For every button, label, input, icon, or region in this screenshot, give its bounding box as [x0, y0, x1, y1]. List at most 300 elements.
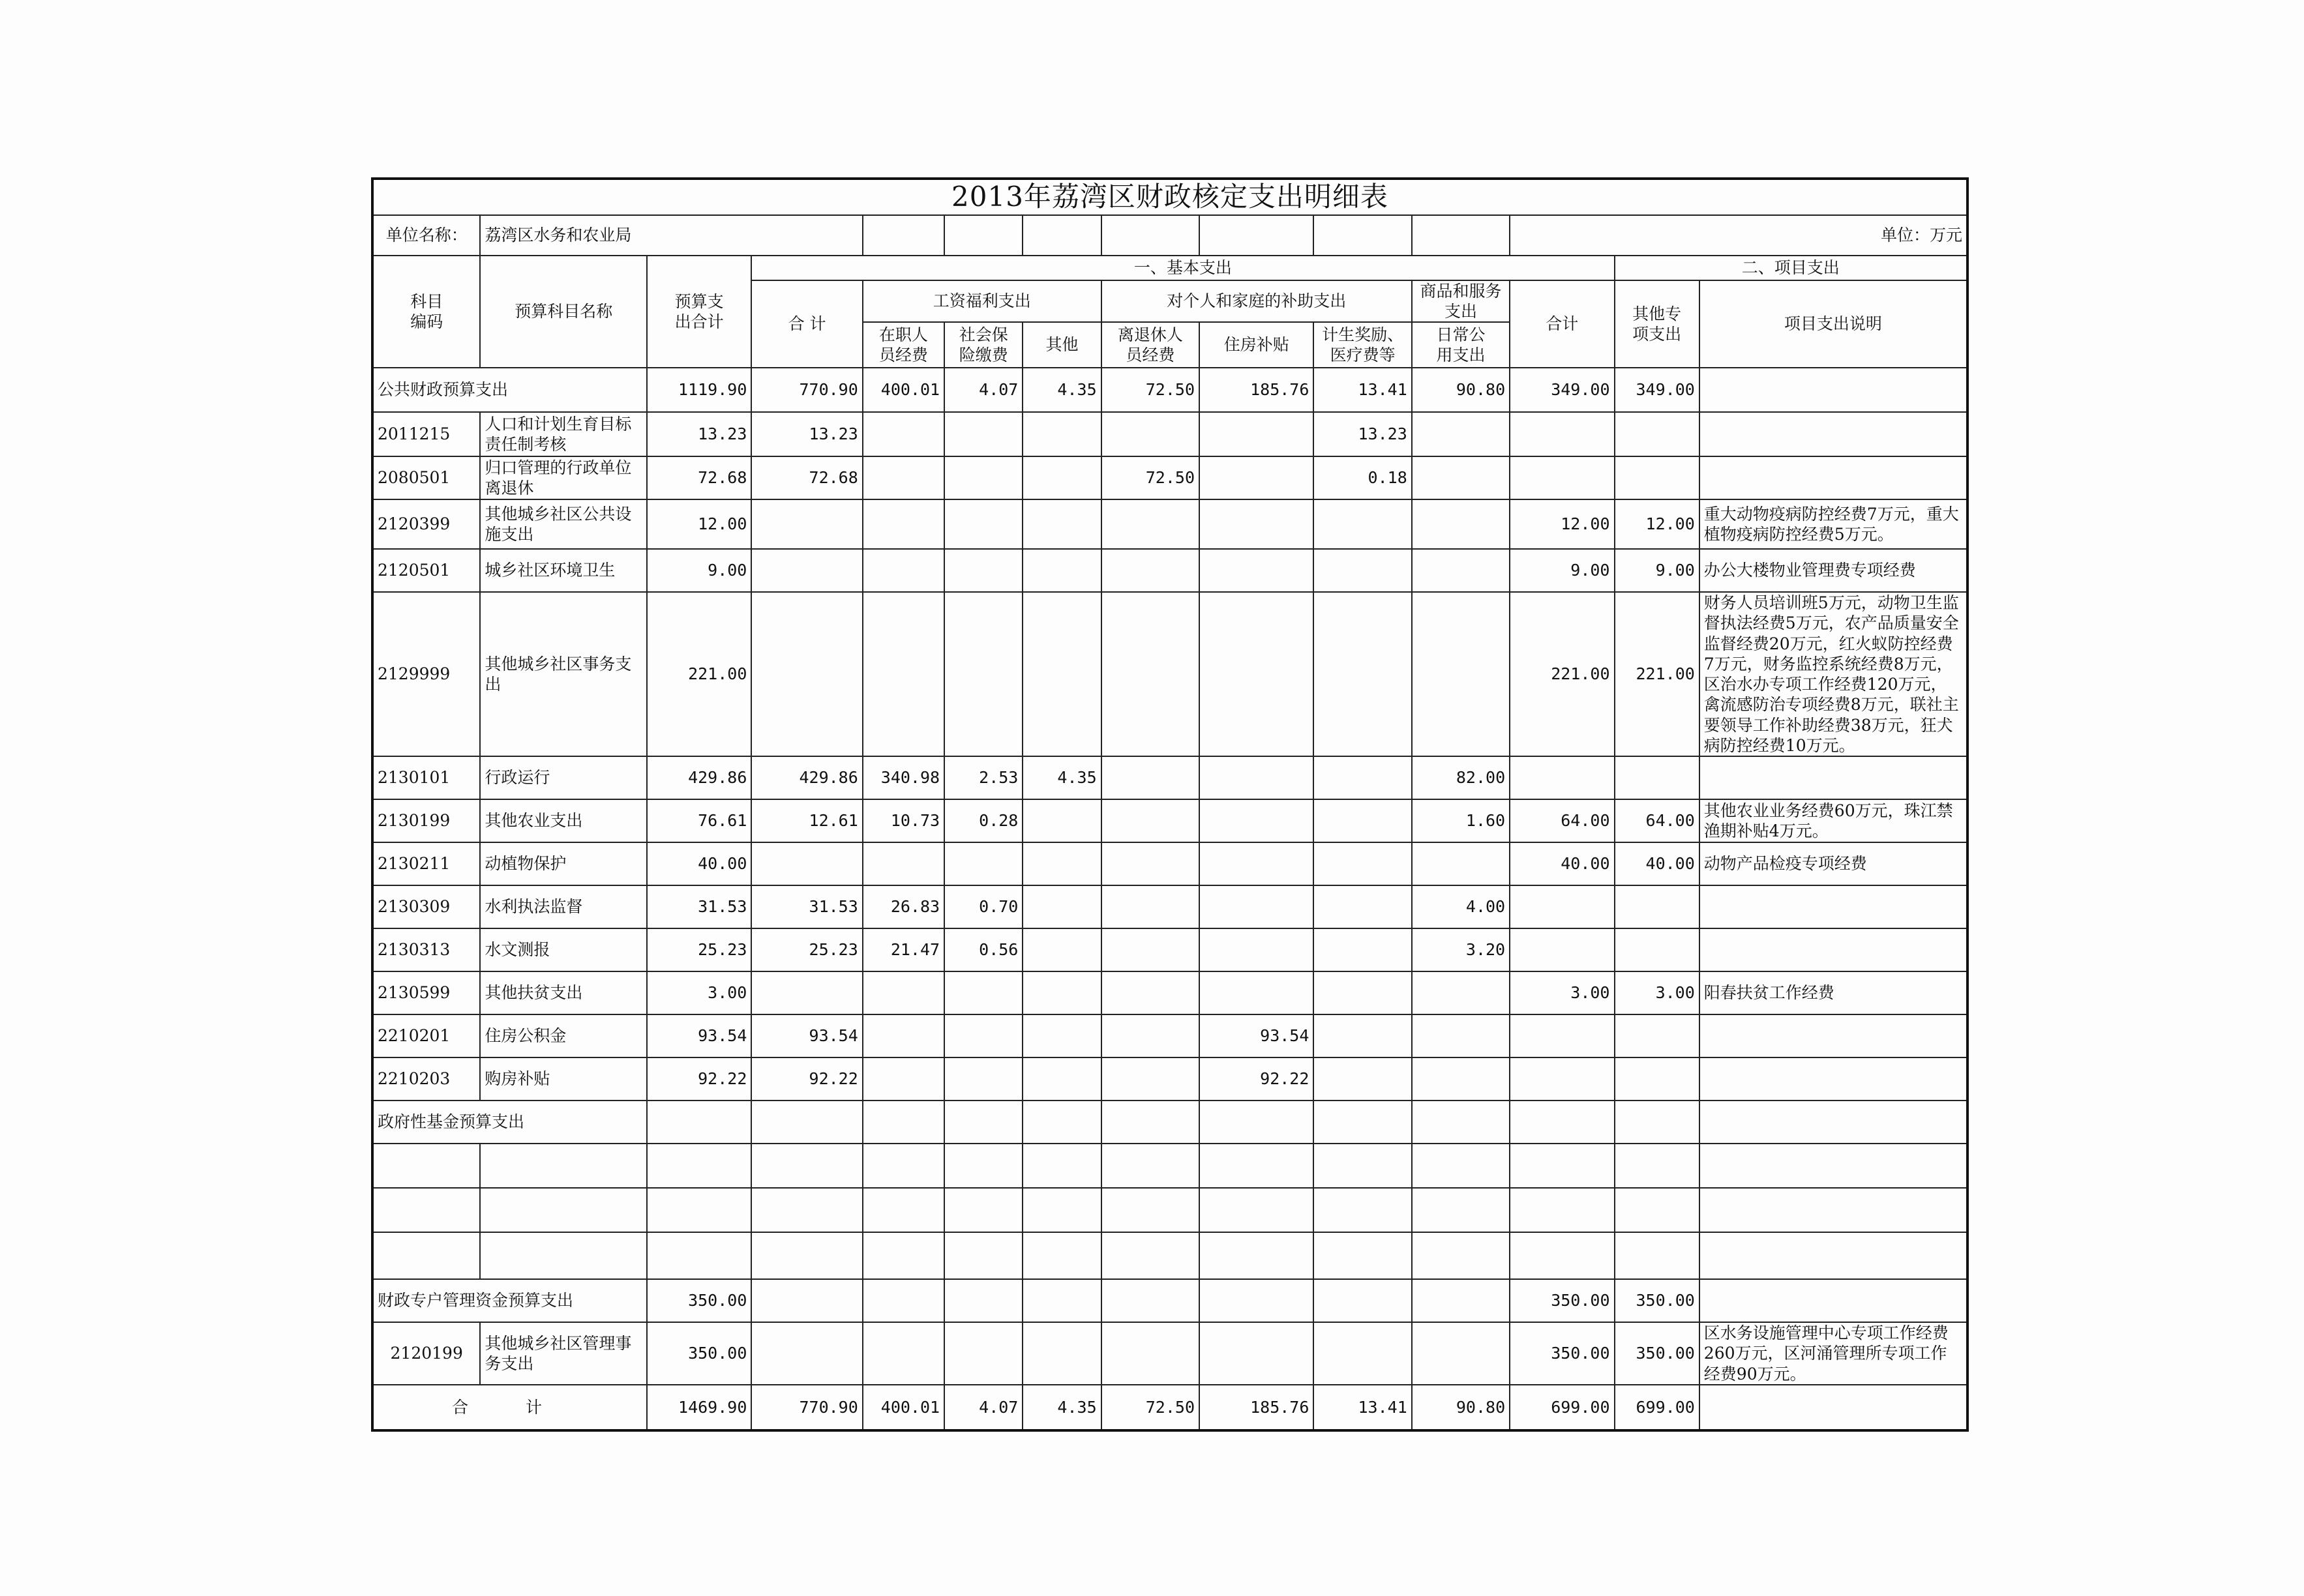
header-proj-desc: 项目支出说明 — [1699, 280, 1967, 368]
amount-cell — [1023, 971, 1101, 1014]
amount-cell — [1023, 928, 1101, 971]
subject-code: 2120199 — [372, 1322, 480, 1385]
subject-name: 归口管理的行政单位离退休 — [480, 456, 647, 499]
amount-cell: 92.22 — [1199, 1057, 1313, 1101]
amount-cell — [863, 592, 944, 756]
amount-cell — [1023, 1014, 1101, 1057]
amount-cell — [1313, 1014, 1411, 1057]
amount-cell: 4.07 — [944, 368, 1023, 412]
empty-cell — [1023, 1232, 1101, 1279]
amount-cell — [1412, 1014, 1510, 1057]
header-salary-other: 其他 — [1023, 322, 1101, 368]
project-description — [1699, 456, 1967, 499]
blank-row — [372, 1144, 1967, 1188]
amount-cell — [944, 1014, 1023, 1057]
amount-cell: 72.50 — [1101, 456, 1199, 499]
section-label: 公共财政预算支出 — [372, 368, 647, 412]
amount-cell: 0.18 — [1313, 456, 1411, 499]
amount-cell — [1199, 549, 1313, 592]
amount-cell — [1023, 799, 1101, 842]
amount-cell — [1199, 1279, 1313, 1322]
amount-cell — [1510, 412, 1614, 456]
empty-cell — [1199, 1232, 1313, 1279]
amount-cell — [1313, 1057, 1411, 1101]
amount-cell — [944, 592, 1023, 756]
amount-cell — [1199, 928, 1313, 971]
empty-cell — [863, 1144, 944, 1188]
empty-cell — [647, 1144, 751, 1188]
subject-name: 其他农业支出 — [480, 799, 647, 842]
empty-cell — [1101, 1232, 1199, 1279]
project-description — [1699, 1279, 1967, 1322]
amount-cell — [1101, 549, 1199, 592]
amount-cell: 26.83 — [863, 885, 944, 928]
subject-code: 2011215 — [372, 412, 480, 456]
amount-cell — [1615, 412, 1699, 456]
subject-name: 其他城乡社区事务支出 — [480, 592, 647, 756]
amount-cell: 2.53 — [944, 756, 1023, 799]
empty-cell — [1699, 1188, 1967, 1232]
amount-cell: 429.86 — [647, 756, 751, 799]
amount-cell — [1023, 885, 1101, 928]
amount-cell: 25.23 — [751, 928, 862, 971]
amount-cell: 13.23 — [1313, 412, 1411, 456]
project-description — [1699, 885, 1967, 928]
amount-cell — [944, 842, 1023, 885]
table-row — [372, 549, 1967, 592]
empty-cell — [1313, 1188, 1411, 1232]
amount-cell — [1199, 799, 1313, 842]
amount-cell: 349.00 — [1615, 368, 1699, 412]
amount-cell: 72.68 — [647, 456, 751, 499]
empty-cell — [1699, 1232, 1967, 1279]
amount-cell — [1412, 1279, 1510, 1322]
amount-cell — [1101, 756, 1199, 799]
header-proj-total: 合计 — [1510, 280, 1614, 368]
amount-cell — [944, 456, 1023, 499]
empty-cell — [372, 1144, 480, 1188]
amount-cell: 1.60 — [1412, 799, 1510, 842]
section-row — [372, 1279, 1967, 1322]
amount-cell: 64.00 — [1510, 799, 1614, 842]
amount-cell — [944, 499, 1023, 549]
amount-cell: 93.54 — [647, 1014, 751, 1057]
amount-cell: 82.00 — [1412, 756, 1510, 799]
amount-cell — [1023, 412, 1101, 456]
amount-cell: 13.41 — [1313, 368, 1411, 412]
amount-cell — [1101, 499, 1199, 549]
amount-cell — [863, 971, 944, 1014]
amount-cell: 31.53 — [751, 885, 862, 928]
section-row — [372, 1101, 1967, 1144]
table-row — [372, 499, 1967, 549]
amount-cell: 699.00 — [1510, 1385, 1614, 1430]
subject-code: 2129999 — [372, 592, 480, 756]
amount-cell: 4.07 — [944, 1385, 1023, 1430]
empty-cell — [1510, 1101, 1614, 1144]
amount-cell: 90.80 — [1412, 1385, 1510, 1430]
amount-cell — [1199, 499, 1313, 549]
amount-cell — [1313, 756, 1411, 799]
empty-cell — [480, 1144, 647, 1188]
amount-cell: 3.00 — [647, 971, 751, 1014]
header-housing: 住房补贴 — [1199, 322, 1313, 368]
subject-name: 其他城乡社区管理事务支出 — [480, 1322, 647, 1385]
amount-cell — [1199, 1322, 1313, 1385]
amount-cell: 90.80 — [1412, 368, 1510, 412]
project-description: 阳春扶贫工作经费 — [1699, 971, 1967, 1014]
table-row — [372, 1014, 1967, 1057]
amount-cell: 350.00 — [1615, 1279, 1699, 1322]
amount-cell — [1313, 549, 1411, 592]
amount-cell: 12.61 — [751, 799, 862, 842]
header-subsidy: 对个人和家庭的补助支出 — [1101, 280, 1412, 323]
empty-cell — [751, 1188, 862, 1232]
table-row — [372, 456, 1967, 499]
amount-cell: 0.56 — [944, 928, 1023, 971]
unit-label: 单位：万元 — [1510, 215, 1967, 256]
table-row — [372, 885, 1967, 928]
subject-code: 2120399 — [372, 499, 480, 549]
amount-cell — [1023, 1279, 1101, 1322]
empty-cell — [1412, 1144, 1510, 1188]
amount-cell: 31.53 — [647, 885, 751, 928]
amount-cell: 72.50 — [1101, 368, 1199, 412]
amount-cell — [1199, 756, 1313, 799]
blank-row — [372, 1188, 1967, 1232]
empty-cell — [863, 1188, 944, 1232]
amount-cell: 350.00 — [1510, 1322, 1614, 1385]
empty-cell — [647, 1101, 751, 1144]
empty-cell — [1412, 1232, 1510, 1279]
amount-cell — [1313, 592, 1411, 756]
amount-cell — [751, 842, 862, 885]
header-daily: 日常公 用支出 — [1412, 322, 1510, 368]
amount-cell: 25.23 — [647, 928, 751, 971]
amount-cell — [1101, 799, 1199, 842]
project-description: 动物产品检疫专项经费 — [1699, 842, 1967, 885]
empty-cell — [372, 1188, 480, 1232]
table-row — [372, 971, 1967, 1014]
amount-cell — [1313, 885, 1411, 928]
amount-cell: 13.41 — [1313, 1385, 1411, 1430]
amount-cell: 72.68 — [751, 456, 862, 499]
table-row — [372, 412, 1967, 456]
project-description — [1699, 368, 1967, 412]
amount-cell — [863, 499, 944, 549]
empty-cell — [1023, 1144, 1101, 1188]
expenditure-detail-table — [371, 177, 1969, 1432]
amount-cell — [1313, 971, 1411, 1014]
amount-cell — [1412, 412, 1510, 456]
empty-cell — [944, 1144, 1023, 1188]
header-basic-total: 合 计 — [751, 280, 862, 368]
amount-cell: 4.00 — [1412, 885, 1510, 928]
empty-cell — [1615, 1232, 1699, 1279]
amount-cell — [1199, 971, 1313, 1014]
unit-name: 荔湾区水务和农业局 — [480, 215, 862, 256]
total-label: 合 计 — [372, 1385, 647, 1430]
amount-cell — [1615, 756, 1699, 799]
amount-cell — [1023, 499, 1101, 549]
amount-cell — [1615, 885, 1699, 928]
empty-cell — [1023, 1101, 1101, 1144]
amount-cell — [1412, 1057, 1510, 1101]
empty-cell — [751, 1232, 862, 1279]
header-name: 预算科目名称 — [480, 256, 647, 368]
subject-name: 其他扶贫支出 — [480, 971, 647, 1014]
amount-cell — [863, 1279, 944, 1322]
amount-cell — [751, 549, 862, 592]
header-retiree: 离退休人 员经费 — [1101, 322, 1199, 368]
amount-cell: 76.61 — [647, 799, 751, 842]
project-description — [1699, 1057, 1967, 1101]
amount-cell — [1412, 549, 1510, 592]
empty-cell — [1615, 1101, 1699, 1144]
amount-cell — [1023, 549, 1101, 592]
empty-cell — [1510, 1232, 1614, 1279]
amount-cell: 770.90 — [751, 368, 862, 412]
empty-cell — [1313, 1101, 1411, 1144]
project-description: 其他农业业务经费60万元，珠江禁渔期补贴4万元。 — [1699, 799, 1967, 842]
empty-cell — [480, 1188, 647, 1232]
subject-code: 2130309 — [372, 885, 480, 928]
amount-cell: 40.00 — [1510, 842, 1614, 885]
empty-cell — [944, 1101, 1023, 1144]
amount-cell: 10.73 — [863, 799, 944, 842]
amount-cell — [1510, 456, 1614, 499]
amount-cell — [1615, 456, 1699, 499]
project-description: 财务人员培训班5万元，动物卫生监督执法经费5万元，农产品质量安全监督经费20万元，红火蚁防控经费7万元，财务监控系统经费8万元，区治水办专项工作经费120万元，禽流感防治专项经费8万元，联社主要领导工作补助经费38万元，狂犬病防控经费10万元。 — [1699, 592, 1967, 756]
amount-cell: 93.54 — [1199, 1014, 1313, 1057]
amount-cell: 72.50 — [1101, 1385, 1199, 1430]
amount-cell — [1023, 456, 1101, 499]
project-description — [1699, 1385, 1967, 1430]
table-row — [372, 1322, 1967, 1385]
amount-cell: 12.00 — [647, 499, 751, 549]
section-label: 政府性基金预算支出 — [372, 1101, 647, 1144]
project-description — [1699, 928, 1967, 971]
amount-cell — [1412, 971, 1510, 1014]
amount-cell — [1313, 499, 1411, 549]
subject-code: 2130199 — [372, 799, 480, 842]
amount-cell: 13.23 — [647, 412, 751, 456]
amount-cell: 92.22 — [647, 1057, 751, 1101]
amount-cell: 4.35 — [1023, 368, 1101, 412]
subject-name: 水利执法监督 — [480, 885, 647, 928]
table-row — [372, 756, 1967, 799]
amount-cell — [944, 412, 1023, 456]
amount-cell: 12.00 — [1615, 499, 1699, 549]
amount-cell: 221.00 — [1510, 592, 1614, 756]
empty-cell — [1412, 1188, 1510, 1232]
empty-cell — [944, 1188, 1023, 1232]
empty-cell — [1199, 1188, 1313, 1232]
amount-cell: 40.00 — [1615, 842, 1699, 885]
amount-cell — [751, 971, 862, 1014]
empty-cell — [863, 1232, 944, 1279]
empty-cell — [944, 1232, 1023, 1279]
amount-cell — [1412, 499, 1510, 549]
amount-cell — [1101, 412, 1199, 456]
project-description — [1699, 1014, 1967, 1057]
amount-cell — [751, 592, 862, 756]
subject-code: 2080501 — [372, 456, 480, 499]
header-proj-other: 其他专 项支出 — [1615, 280, 1699, 368]
amount-cell — [1412, 456, 1510, 499]
empty-cell — [1023, 1188, 1101, 1232]
amount-cell — [944, 1057, 1023, 1101]
amount-cell — [1313, 928, 1411, 971]
amount-cell — [1615, 928, 1699, 971]
project-description: 办公大楼物业管理费专项经费 — [1699, 549, 1967, 592]
amount-cell: 429.86 — [751, 756, 862, 799]
table-row — [372, 592, 1967, 756]
subject-name: 购房补贴 — [480, 1057, 647, 1101]
subject-name: 住房公积金 — [480, 1014, 647, 1057]
header-salary-staff: 在职人 员经费 — [863, 322, 944, 368]
amount-cell — [1023, 1057, 1101, 1101]
amount-cell: 350.00 — [647, 1322, 751, 1385]
empty-cell — [1510, 1144, 1614, 1188]
table-row — [372, 928, 1967, 971]
subject-code: 2120501 — [372, 549, 480, 592]
empty-cell — [751, 1144, 862, 1188]
amount-cell: 185.76 — [1199, 368, 1313, 412]
amount-cell: 0.70 — [944, 885, 1023, 928]
amount-cell: 92.22 — [751, 1057, 862, 1101]
amount-cell: 13.23 — [751, 412, 862, 456]
amount-cell: 9.00 — [647, 549, 751, 592]
amount-cell — [1510, 1057, 1614, 1101]
project-description — [1699, 412, 1967, 456]
amount-cell: 9.00 — [1510, 549, 1614, 592]
amount-cell — [1313, 1322, 1411, 1385]
total-row — [372, 1385, 1967, 1430]
amount-cell — [944, 1322, 1023, 1385]
amount-cell — [863, 1014, 944, 1057]
amount-cell: 221.00 — [1615, 592, 1699, 756]
amount-cell: 350.00 — [1615, 1322, 1699, 1385]
amount-cell — [1412, 1322, 1510, 1385]
empty-cell — [647, 1188, 751, 1232]
amount-cell: 12.00 — [1510, 499, 1614, 549]
amount-cell — [1023, 592, 1101, 756]
amount-cell — [1101, 1057, 1199, 1101]
amount-cell: 93.54 — [751, 1014, 862, 1057]
subject-name: 人口和计划生育目标责任制考核 — [480, 412, 647, 456]
amount-cell — [1101, 928, 1199, 971]
header-budget-total: 预算支 出合计 — [647, 256, 751, 368]
empty-cell — [1412, 1101, 1510, 1144]
header-salary: 工资福利支出 — [863, 280, 1101, 323]
amount-cell — [1510, 928, 1614, 971]
subject-code: 2210201 — [372, 1014, 480, 1057]
subject-code: 2210203 — [372, 1057, 480, 1101]
empty-cell — [1510, 1188, 1614, 1232]
amount-cell — [1101, 1279, 1199, 1322]
amount-cell — [1510, 756, 1614, 799]
empty-cell — [1615, 1188, 1699, 1232]
amount-cell: 770.90 — [751, 1385, 862, 1430]
amount-cell — [1023, 842, 1101, 885]
amount-cell — [751, 499, 862, 549]
amount-cell — [1313, 799, 1411, 842]
amount-cell — [1023, 1322, 1101, 1385]
header-basic: 一、基本支出 — [751, 256, 1614, 280]
subject-name: 其他城乡社区公共设施支出 — [480, 499, 647, 549]
amount-cell: 9.00 — [1615, 549, 1699, 592]
amount-cell — [751, 1322, 862, 1385]
subject-code: 2130313 — [372, 928, 480, 971]
amount-cell: 3.20 — [1412, 928, 1510, 971]
amount-cell — [863, 549, 944, 592]
amount-cell — [1510, 1014, 1614, 1057]
project-description: 区水务设施管理中心专项工作经费260万元，区河涌管理所专项工作经费90万元。 — [1699, 1322, 1967, 1385]
amount-cell: 400.01 — [863, 1385, 944, 1430]
amount-cell — [863, 1322, 944, 1385]
amount-cell — [944, 1279, 1023, 1322]
empty-cell — [1101, 1188, 1199, 1232]
subject-code: 2130101 — [372, 756, 480, 799]
header-goods: 商品和服务 支出 — [1412, 280, 1510, 323]
amount-cell — [1101, 592, 1199, 756]
table-title: 2013年荔湾区财政核定支出明细表 — [372, 179, 1967, 215]
amount-cell — [1615, 1014, 1699, 1057]
empty-cell — [1313, 1144, 1411, 1188]
amount-cell — [1313, 842, 1411, 885]
amount-cell — [1199, 592, 1313, 756]
amount-cell — [944, 549, 1023, 592]
amount-cell: 4.35 — [1023, 1385, 1101, 1430]
amount-cell: 350.00 — [647, 1279, 751, 1322]
amount-cell — [1199, 885, 1313, 928]
section-label: 财政专户管理资金预算支出 — [372, 1279, 647, 1322]
empty-cell — [1199, 1144, 1313, 1188]
amount-cell: 4.35 — [1023, 756, 1101, 799]
empty-cell — [1101, 1144, 1199, 1188]
amount-cell — [751, 1279, 862, 1322]
amount-cell: 349.00 — [1510, 368, 1614, 412]
amount-cell — [863, 412, 944, 456]
amount-cell — [1101, 842, 1199, 885]
blank-row — [372, 1232, 1967, 1279]
header-family-plan: 计生奖励、 医疗费等 — [1313, 322, 1411, 368]
amount-cell — [863, 456, 944, 499]
project-description — [1699, 756, 1967, 799]
amount-cell: 40.00 — [647, 842, 751, 885]
amount-cell: 185.76 — [1199, 1385, 1313, 1430]
amount-cell: 64.00 — [1615, 799, 1699, 842]
subject-name: 行政运行 — [480, 756, 647, 799]
table-row — [372, 842, 1967, 885]
header-code: 科目 编码 — [372, 256, 480, 368]
empty-cell — [1313, 1232, 1411, 1279]
amount-cell — [863, 842, 944, 885]
amount-cell: 0.28 — [944, 799, 1023, 842]
header-project: 二、项目支出 — [1615, 256, 1968, 280]
empty-cell — [1615, 1144, 1699, 1188]
amount-cell — [1101, 1322, 1199, 1385]
amount-cell — [863, 1057, 944, 1101]
amount-cell — [944, 971, 1023, 1014]
header-salary-social: 社会保 险缴费 — [944, 322, 1023, 368]
empty-cell — [1699, 1101, 1967, 1144]
amount-cell — [1510, 885, 1614, 928]
amount-cell — [1199, 456, 1313, 499]
amount-cell: 1469.90 — [647, 1385, 751, 1430]
table-row — [372, 1057, 1967, 1101]
